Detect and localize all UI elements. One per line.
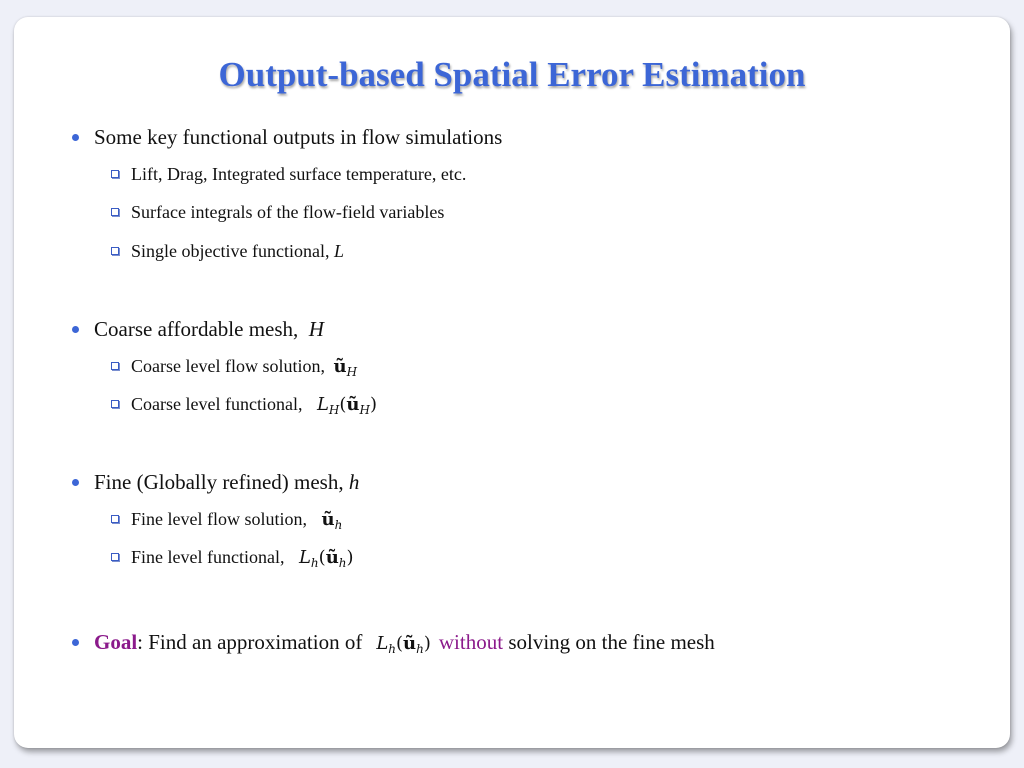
bullet-coarse-mesh: [72, 317, 324, 342]
square-bullet-icon: [111, 170, 119, 178]
goal-label: Goal: [94, 630, 138, 654]
bullet-dot-icon: [72, 479, 79, 486]
sub-item: [111, 202, 444, 223]
sub-italic: L: [333, 241, 344, 261]
bullet-text: Coarse affordable mesh,: [94, 317, 309, 341]
sub-text: Coarse level flow solution,: [131, 356, 330, 376]
bullet-fine-mesh: [72, 470, 359, 495]
sub-text: Surface integrals of the flow-field variables: [131, 202, 445, 222]
square-bullet-icon: [111, 362, 119, 370]
sub-item: [111, 509, 342, 532]
sub-text: Fine level flow solution,: [131, 509, 312, 529]
goal-text: : Find an approximation of: [137, 630, 363, 654]
square-bullet-icon: [111, 208, 119, 216]
sub-item: [111, 547, 354, 570]
slide-title: Output-based Spatial Error Estimation: [218, 55, 806, 94]
bullet-text: Fine (Globally refined) mesh,: [94, 470, 349, 494]
math-expression: $L_h(ũ_h)$: [376, 633, 431, 656]
math-expression: $ũ_H$: [333, 356, 358, 379]
sub-text: Lift, Drag, Integrated surface temperature, etc.: [131, 164, 467, 184]
sub-text: Fine level functional,: [131, 547, 289, 567]
sub-item: [111, 394, 377, 417]
math-expression: $L_h(ũ_h)$: [298, 547, 354, 570]
bullet-goal: [72, 630, 715, 656]
bullet-dot-icon: [72, 326, 79, 333]
bullet-text: Some key functional outputs in flow simulations: [94, 125, 503, 149]
square-bullet-icon: [111, 400, 119, 408]
bullet-italic: h: [348, 470, 360, 494]
bullet-italic: H: [308, 317, 324, 341]
sub-item: [111, 241, 344, 262]
sub-text: Single objective functional,: [131, 241, 334, 261]
without-text: without: [438, 630, 504, 654]
sub-text: Coarse level functional,: [131, 394, 307, 414]
slide: [14, 17, 1010, 748]
math-expression: $ũ_h$: [321, 509, 343, 532]
goal-rest: solving on the fine mesh: [503, 630, 715, 654]
square-bullet-icon: [111, 247, 119, 255]
sub-item: [111, 164, 466, 185]
square-bullet-icon: [111, 553, 119, 561]
bullet-dot-icon: [72, 639, 79, 646]
bullet-dot-icon: [72, 134, 79, 141]
square-bullet-icon: [111, 515, 119, 523]
bullet-outputs: [72, 125, 502, 150]
sub-item: [111, 356, 357, 379]
math-expression: $L_H(ũ_H)$: [316, 394, 377, 417]
